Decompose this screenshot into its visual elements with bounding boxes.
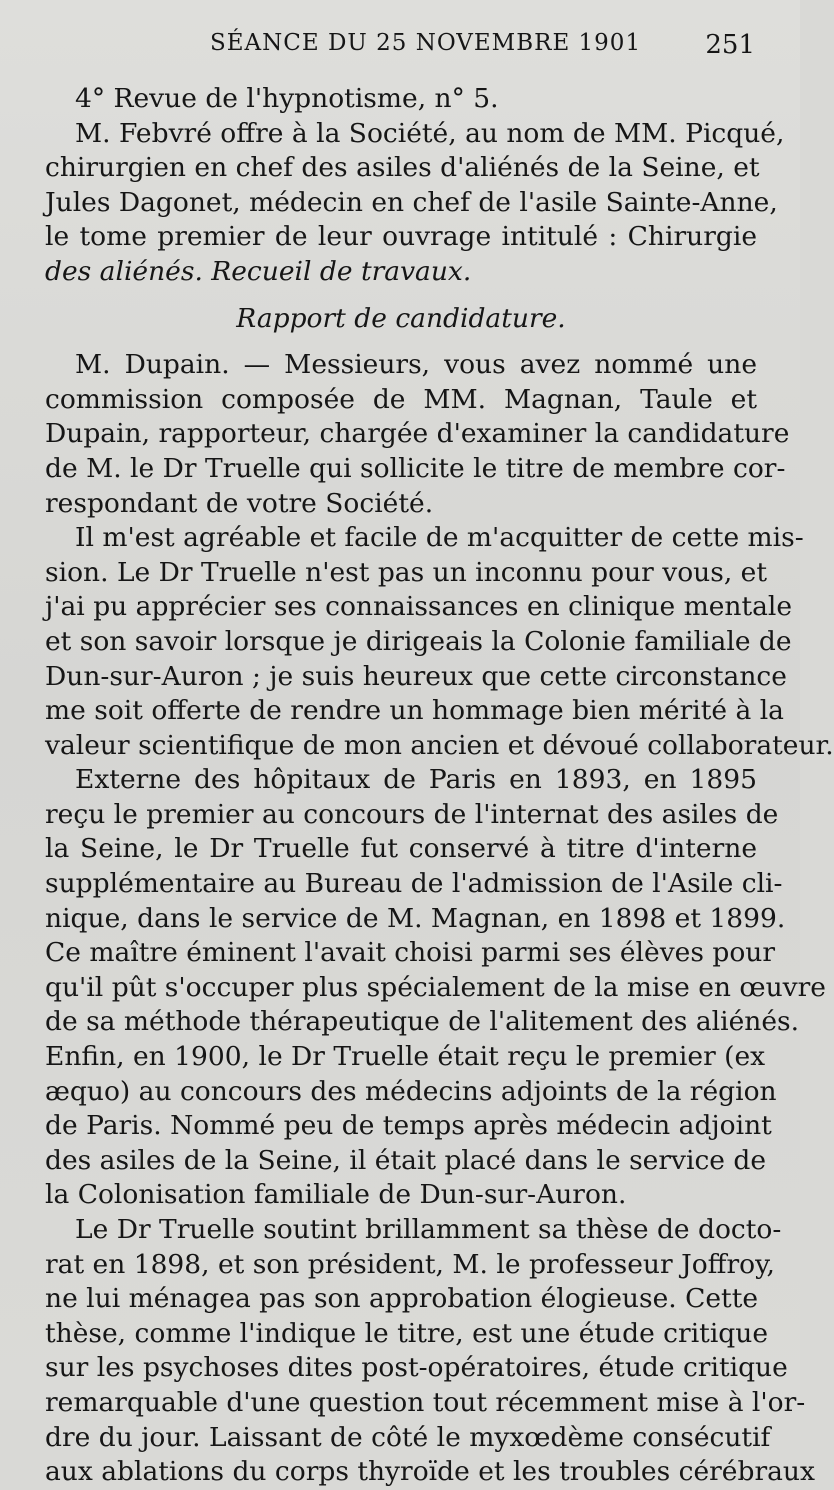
text-line: æquo) au concours des médecins adjoints de la région — [45, 1075, 777, 1107]
text-line: Il m'est agréable et facile de m'acquitter de cette mis- — [75, 522, 804, 554]
text-line: M. Febvré offre à la Société, au nom de MM. Picqué, — [75, 117, 785, 149]
text-line: aux ablations du corps thyroïde et les troubles cérébraux — [45, 1456, 815, 1488]
text-line: ne lui ménagea pas son approbation élogieuse. Cette — [45, 1283, 759, 1315]
text-line: de M. le Dr Truelle qui sollicite le titre de membre cor- — [45, 452, 786, 484]
text-line: thèse, comme l'indique le titre, est une étude critique — [45, 1317, 769, 1349]
text-line: dre du jour. Laissant de côté le myxœdème consécutif — [45, 1421, 771, 1453]
page-header — [50, 30, 755, 70]
text-line: qu'il pût s'occuper plus spécialement de la mise en œuvre — [45, 971, 826, 1003]
text-line: des asiles de la Seine, il était placé dans le service de — [45, 1144, 767, 1176]
text-line: Externe des hôpitaux de Paris en 1893, en 1895 — [75, 764, 757, 796]
running-head: SÉANCE DU 25 NOVEMBRE 1901 — [210, 30, 642, 56]
text-line: Dupain, rapporteur, chargée d'examiner la candidature — [45, 418, 790, 450]
text-line: remarquable d'une question tout récemment mise à l'or- — [45, 1386, 806, 1418]
text-line: de Paris. Nommé peu de temps après médecin adjoint — [45, 1110, 772, 1142]
text-line: Dun-sur-Auron ; je suis heureux que cette circonstance — [45, 660, 787, 692]
text-line: sur les psychoses dites post-opératoires, étude critique — [45, 1352, 788, 1384]
text-line: Jules Dagonet, médecin en chef de l'asile Sainte-Anne, — [45, 186, 778, 218]
text-line: Enfin, en 1900, le Dr Truelle était reçu le premier (ex — [45, 1041, 766, 1073]
text-line: des aliénés. Recueil de travaux. — [45, 255, 472, 287]
section-title: Rapport de candidature. — [236, 302, 566, 334]
text-line: me soit offerte de rendre un hommage bien mérité à la — [45, 695, 784, 727]
text-line: nique, dans le service de M. Magnan, en 1898 et 1899. — [45, 902, 786, 934]
text-line: et son savoir lorsque je dirigeais la Colonie familiale de — [45, 625, 792, 657]
text-line: j'ai pu apprécier ses connaissances en clinique mentale — [45, 591, 793, 623]
page-number: 251 — [705, 30, 755, 60]
text-line: 4° Revue de l'hypnotisme, n° 5. — [75, 83, 499, 114]
text-line: sion. Le Dr Truelle n'est pas un inconnu pour vous, et — [45, 556, 767, 588]
text-line: commission composée de MM. Magnan, Taule et — [45, 383, 757, 415]
text-line: reçu le premier au concours de l'internat des asiles de — [45, 798, 779, 830]
text-line: supplémentaire au Bureau de l'admission de l'Asile cli- — [45, 868, 783, 900]
body-text — [45, 82, 834, 1490]
text-line: respondant de votre Société. — [45, 487, 434, 519]
text-line: chirurgien en chef des asiles d'aliénés de la Seine, et — [45, 152, 760, 184]
text-line: la Seine, le Dr Truelle fut conservé à titre d'interne — [45, 833, 757, 865]
text-line: rat en 1898, et son président, M. le professeur Joffroy, — [45, 1248, 775, 1280]
text-line: la Colonisation familiale de Dun-sur-Auron. — [45, 1179, 627, 1211]
text-line: le tome premier de leur ouvrage intitulé : Chirurgie — [45, 221, 757, 253]
text-line: M. Dupain. — Messieurs, vous avez nommé une — [75, 349, 757, 381]
text-line: Le Dr Truelle soutint brillamment sa thèse de docto- — [75, 1214, 782, 1245]
text-line: valeur scientifique de mon ancien et dévoué collaborateur. — [45, 729, 834, 761]
text-line: de sa méthode thérapeutique de l'alitement des aliénés. — [45, 1006, 800, 1038]
text-line: Ce maître éminent l'avait choisi parmi ses élèves pour — [45, 937, 776, 969]
